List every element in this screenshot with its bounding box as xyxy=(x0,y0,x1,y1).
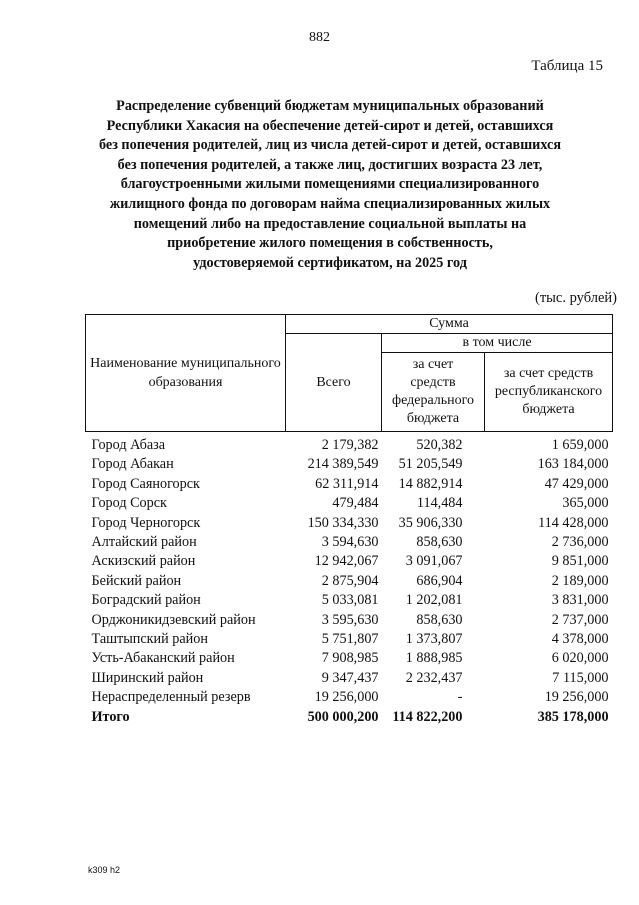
cell-total: 19 256,000 xyxy=(314,689,379,706)
table-row xyxy=(86,552,613,571)
cell-federal: 114 822,200 xyxy=(392,708,463,725)
table-row xyxy=(86,649,613,668)
cell-total: 479,484 xyxy=(332,495,379,512)
footer-code: k309 h2 xyxy=(88,865,121,875)
cell-federal: 2 232,437 xyxy=(405,669,463,686)
table-row xyxy=(86,514,613,533)
header-total: Всего xyxy=(286,334,382,432)
table-label: Таблица 15 xyxy=(531,58,603,74)
cell-republican: 4 378,000 xyxy=(551,631,609,648)
cell-republican: 2 189,000 xyxy=(551,572,609,589)
total-row xyxy=(86,708,613,727)
cell-federal: 14 882,914 xyxy=(398,475,463,492)
page-number: 882 xyxy=(309,30,330,45)
cell-federal: 858,630 xyxy=(416,534,463,551)
table-header xyxy=(86,315,613,432)
cell-name: Нераспределенный резерв xyxy=(91,689,251,706)
cell-federal: 1 202,081 xyxy=(405,592,463,609)
title-line: жилищного фонда по договорам найма специализированных жилых xyxy=(109,195,551,212)
cell-total: 9 347,437 xyxy=(321,669,379,686)
title-line: приобретение жилого помещения в собственность, xyxy=(167,235,493,252)
cell-republican: 385 178,000 xyxy=(537,708,609,725)
cell-republican: 19 256,000 xyxy=(544,689,609,706)
cell-total: 500 000,200 xyxy=(307,708,379,725)
cell-total: 3 595,630 xyxy=(321,611,379,628)
cell-name: Город Саяногорск xyxy=(91,475,200,492)
cell-name: Ширинский район xyxy=(91,669,204,686)
cell-republican: 3 831,000 xyxy=(551,592,609,609)
title-line: Республики Хакасия на обеспечение детей-сирот и детей, оставшихся xyxy=(106,117,554,134)
table-row xyxy=(86,611,613,630)
cell-federal: 686,904 xyxy=(416,572,463,589)
cell-federal: 520,382 xyxy=(416,437,463,453)
cell-republican: 1 659,000 xyxy=(551,437,609,453)
table-body xyxy=(86,432,613,728)
header-sum: Сумма xyxy=(286,315,613,334)
cell-republican: 365,000 xyxy=(562,495,609,512)
cell-total: 214 389,549 xyxy=(307,456,379,473)
cell-republican: 114 428,000 xyxy=(538,514,609,531)
header-republican: за счет средств республиканского бюджета xyxy=(485,353,613,432)
cell-name: Бейский район xyxy=(91,572,182,589)
table-row xyxy=(86,455,613,474)
cell-total: 62 311,914 xyxy=(315,475,379,492)
cell-name: Город Черногорск xyxy=(91,514,201,531)
cell-name: Город Абакан xyxy=(91,456,174,473)
title-line: Распределение субвенций бюджетам муниципальных образований xyxy=(116,98,544,114)
subsidy-table xyxy=(85,314,613,727)
cell-federal: 3 091,067 xyxy=(405,553,463,570)
cell-republican: 6 020,000 xyxy=(551,650,609,667)
cell-republican: 2 736,000 xyxy=(551,534,609,551)
cell-total: 12 942,067 xyxy=(314,553,379,570)
cell-total: 3 594,630 xyxy=(321,534,379,551)
title-line: без попечения родителей, а также лиц, достигших возраста 23 лет, xyxy=(117,156,543,173)
cell-republican: 163 184,000 xyxy=(537,456,609,473)
table-row xyxy=(86,432,613,456)
header-including: в том числе xyxy=(382,334,613,353)
cell-federal: 1 888,985 xyxy=(405,650,463,667)
cell-federal: 35 906,330 xyxy=(398,514,463,531)
table-row xyxy=(86,533,613,552)
cell-name: Аскизский район xyxy=(91,553,196,570)
cell-name: Город Абаза xyxy=(91,437,166,453)
cell-republican: 2 737,000 xyxy=(551,611,609,628)
cell-republican: 7 115,000 xyxy=(552,669,609,686)
cell-federal: 51 205,549 xyxy=(398,456,463,473)
table-row xyxy=(86,591,613,610)
table-row xyxy=(86,669,613,688)
cell-republican: 9 851,000 xyxy=(551,553,609,570)
table-row xyxy=(86,688,613,707)
table-row xyxy=(86,475,613,494)
cell-total: 5 033,081 xyxy=(321,592,379,609)
cell-federal: 114,484 xyxy=(416,495,463,512)
cell-federal: - xyxy=(457,689,463,706)
title-line: удостоверяемой сертификатом, на 2025 год xyxy=(193,254,467,271)
cell-total: 5 751,807 xyxy=(321,631,379,648)
cell-name: Орджоникидзевский район xyxy=(91,611,256,628)
cell-name: Таштыпский район xyxy=(91,631,208,648)
cell-name: Боградский район xyxy=(91,592,201,609)
cell-federal: 1 373,807 xyxy=(405,631,463,648)
cell-federal: 858,630 xyxy=(416,611,463,628)
cell-total: 2 875,904 xyxy=(321,572,379,589)
header-federal: за счет средств федерального бюджета xyxy=(382,353,485,432)
cell-republican: 47 429,000 xyxy=(544,475,609,492)
title-line: помещений либо на предоставление социальной выплаты на xyxy=(133,215,527,232)
table-row xyxy=(86,630,613,649)
table-row xyxy=(86,572,613,591)
cell-total: 150 334,330 xyxy=(307,514,379,531)
table-row xyxy=(86,494,613,513)
cell-total: 2 179,382 xyxy=(321,437,379,453)
document-title xyxy=(60,97,600,273)
cell-name: Город Сорск xyxy=(91,495,167,512)
cell-name: Алтайский район xyxy=(91,534,197,551)
header-name: Наименование муниципального образования xyxy=(86,315,286,432)
units-label: (тыс. рублей) xyxy=(535,290,617,306)
cell-name: Итого xyxy=(91,708,130,725)
title-line: благоустроенными жилыми помещениями специализированного xyxy=(120,176,540,193)
cell-total: 7 908,985 xyxy=(321,650,379,667)
title-line: без попечения родителей, лиц из числа детей-сирот и детей, оставшихся xyxy=(98,137,562,154)
cell-name: Усть-Абаканский район xyxy=(91,650,235,667)
